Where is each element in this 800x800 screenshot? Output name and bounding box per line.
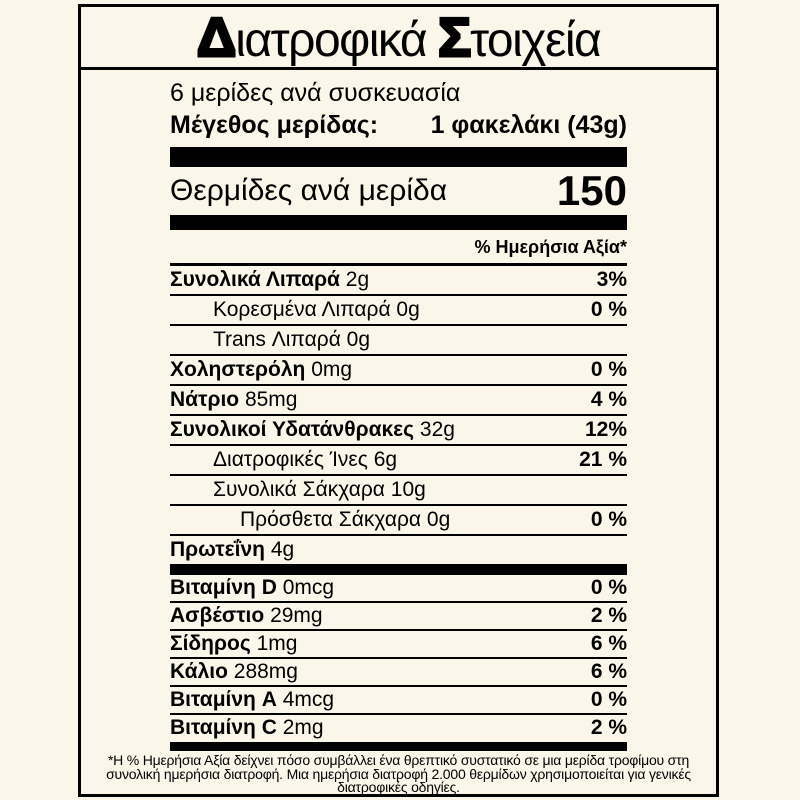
nutrient-name-bold: Βιταμίνη D bbox=[170, 576, 277, 599]
nutrient-daily-value: 4 % bbox=[590, 388, 627, 411]
nutrient-amount: 0mcg bbox=[276, 576, 335, 599]
nutrient-name-bold: Ασβέστιο bbox=[170, 604, 265, 627]
nutrient-amount: Συνολικά Σάκχαρα 10g bbox=[213, 478, 426, 501]
nutrient-daily-value: 0 % bbox=[590, 576, 627, 599]
nutrient-amount: 1mg bbox=[250, 632, 298, 655]
serving-size-label: Μέγεθος μερίδας: bbox=[170, 111, 379, 139]
nutrient-row bbox=[170, 603, 627, 631]
divider-bar-thick bbox=[170, 147, 627, 167]
divider-bar-footnote bbox=[170, 742, 627, 751]
nutrient-name-bold: Βιταμίνη C bbox=[170, 716, 277, 739]
nutrient-name bbox=[170, 418, 455, 442]
nutrient-name-bold: Πρωτεΐνη bbox=[170, 538, 265, 561]
nutrient-row bbox=[170, 506, 627, 536]
nutrient-row bbox=[170, 715, 627, 741]
nutrient-name bbox=[213, 328, 370, 352]
daily-value-footnote bbox=[81, 754, 716, 795]
nutrient-row bbox=[170, 476, 627, 506]
nutrient-amount: Trans Λιπαρά 0g bbox=[213, 328, 371, 351]
nutrient-row bbox=[170, 536, 627, 564]
calories-label: Θερμίδες ανά μερίδα bbox=[170, 174, 448, 207]
nutrient-daily-value: 3% bbox=[596, 268, 627, 291]
nutrient-row bbox=[170, 356, 627, 386]
nutrient-row bbox=[170, 296, 627, 326]
footnote-line-2: συνολική ημερήσια διατροφή. Μια ημερήσια διατροφή 2.000 θερμίδων χρησιμοποιείται για γενικές bbox=[106, 765, 691, 782]
nutrient-daily-value: 2 % bbox=[590, 716, 627, 739]
nutrient-row bbox=[170, 631, 627, 659]
nutrient-name bbox=[170, 716, 324, 740]
vitamin-rows bbox=[170, 575, 627, 741]
footnote-line-3: διατροφικές οδηγίες. bbox=[337, 779, 460, 795]
nutrient-amount: 2g bbox=[339, 268, 370, 291]
nutrient-name bbox=[240, 508, 450, 532]
nutrient-name-bold: Σίδηρος bbox=[170, 632, 251, 655]
nutrient-amount: 29mg bbox=[264, 604, 323, 627]
nutrient-amount: 2mg bbox=[276, 716, 324, 739]
divider-bar-vitamins bbox=[170, 564, 627, 575]
label-content bbox=[81, 79, 716, 751]
nutrient-row bbox=[170, 687, 627, 715]
nutrient-name-bold: Νάτριο bbox=[170, 388, 240, 411]
nutrient-name-bold: Χοληστερόλη bbox=[170, 358, 306, 381]
nutrient-daily-value: 21 % bbox=[579, 448, 627, 471]
title-rest-1: ιατροφικά bbox=[235, 14, 427, 67]
nutrient-amount: Πρόσθετα Σάκχαρα 0g bbox=[240, 508, 451, 531]
nutrient-daily-value: 0 % bbox=[590, 508, 627, 531]
nutrient-amount: 0mg bbox=[305, 358, 353, 381]
nutrient-name bbox=[213, 298, 420, 322]
nutrient-name bbox=[170, 576, 334, 600]
nutrient-name bbox=[170, 268, 369, 292]
nutrient-name bbox=[170, 660, 298, 684]
nutrient-amount: 4mcg bbox=[276, 688, 335, 711]
nutrient-daily-value: 12% bbox=[584, 418, 627, 441]
nutrient-name bbox=[213, 448, 397, 472]
nutrient-amount: Κορεσμένα Λιπαρά 0g bbox=[213, 298, 420, 321]
title-cap-2: Σ bbox=[438, 6, 471, 68]
nutrient-daily-value: 0 % bbox=[590, 358, 627, 381]
title-rest-2: τοιχεία bbox=[470, 14, 601, 67]
serving-size-value: 1 φακελάκι (43g) bbox=[430, 111, 627, 139]
nutrient-name-bold: Βιταμίνη A bbox=[170, 688, 277, 711]
title-word-2 bbox=[438, 5, 600, 69]
calories-value: 150 bbox=[556, 167, 627, 214]
nutrient-name bbox=[170, 604, 323, 628]
nutrient-name bbox=[170, 388, 297, 412]
nutrient-row bbox=[170, 266, 627, 296]
nutrient-name bbox=[170, 688, 334, 712]
nutrient-name bbox=[170, 632, 297, 656]
nutrition-facts-label bbox=[78, 4, 719, 797]
nutrient-name-bold: Συνολικά Λιπαρά bbox=[170, 268, 340, 291]
servings-per-container: 6 μερίδες ανά συσκευασία bbox=[170, 79, 461, 107]
daily-value-header: % Ημερήσια Αξία* bbox=[170, 230, 627, 266]
nutrient-row bbox=[170, 446, 627, 476]
nutrient-amount: 288mg bbox=[227, 660, 298, 683]
nutrient-name-bold: Συνολικοί Υδατάνθρακες bbox=[170, 418, 415, 441]
nutrient-daily-value: 0 % bbox=[590, 298, 627, 321]
nutrient-amount: 32g bbox=[414, 418, 455, 441]
nutrient-row bbox=[170, 386, 627, 416]
title-word-1 bbox=[197, 5, 426, 69]
title-cap-1: Δ bbox=[196, 6, 236, 68]
nutrient-name bbox=[213, 478, 426, 502]
calories-row bbox=[170, 167, 627, 215]
nutrient-rows bbox=[170, 266, 627, 564]
nutrient-daily-value: 2 % bbox=[590, 604, 627, 627]
nutrient-daily-value: 0 % bbox=[590, 688, 627, 711]
nutrient-amount: 4g bbox=[265, 538, 295, 561]
footnote-line-1: *Η % Ημερήσια Αξία δείχνει πόσο συμβάλλει ένα θρεπτικό συστατικό σε μια μερίδα τροφίμου στη bbox=[107, 752, 690, 768]
nutrient-daily-value: 6 % bbox=[590, 632, 627, 655]
nutrient-daily-value: 6 % bbox=[590, 660, 627, 683]
serving-size-row bbox=[170, 111, 627, 140]
nutrient-amount: 85mg bbox=[239, 388, 298, 411]
nutrient-row bbox=[170, 659, 627, 687]
nutrient-row bbox=[170, 575, 627, 603]
label-title bbox=[81, 7, 716, 70]
divider-bar-medium bbox=[170, 215, 627, 230]
nutrient-name-bold: Κάλιο bbox=[170, 660, 228, 683]
nutrient-amount: Διατροφικές Ίνες 6g bbox=[213, 448, 398, 471]
nutrient-name bbox=[170, 538, 294, 562]
nutrient-row bbox=[170, 326, 627, 356]
nutrient-name bbox=[170, 358, 352, 382]
nutrient-row bbox=[170, 416, 627, 446]
